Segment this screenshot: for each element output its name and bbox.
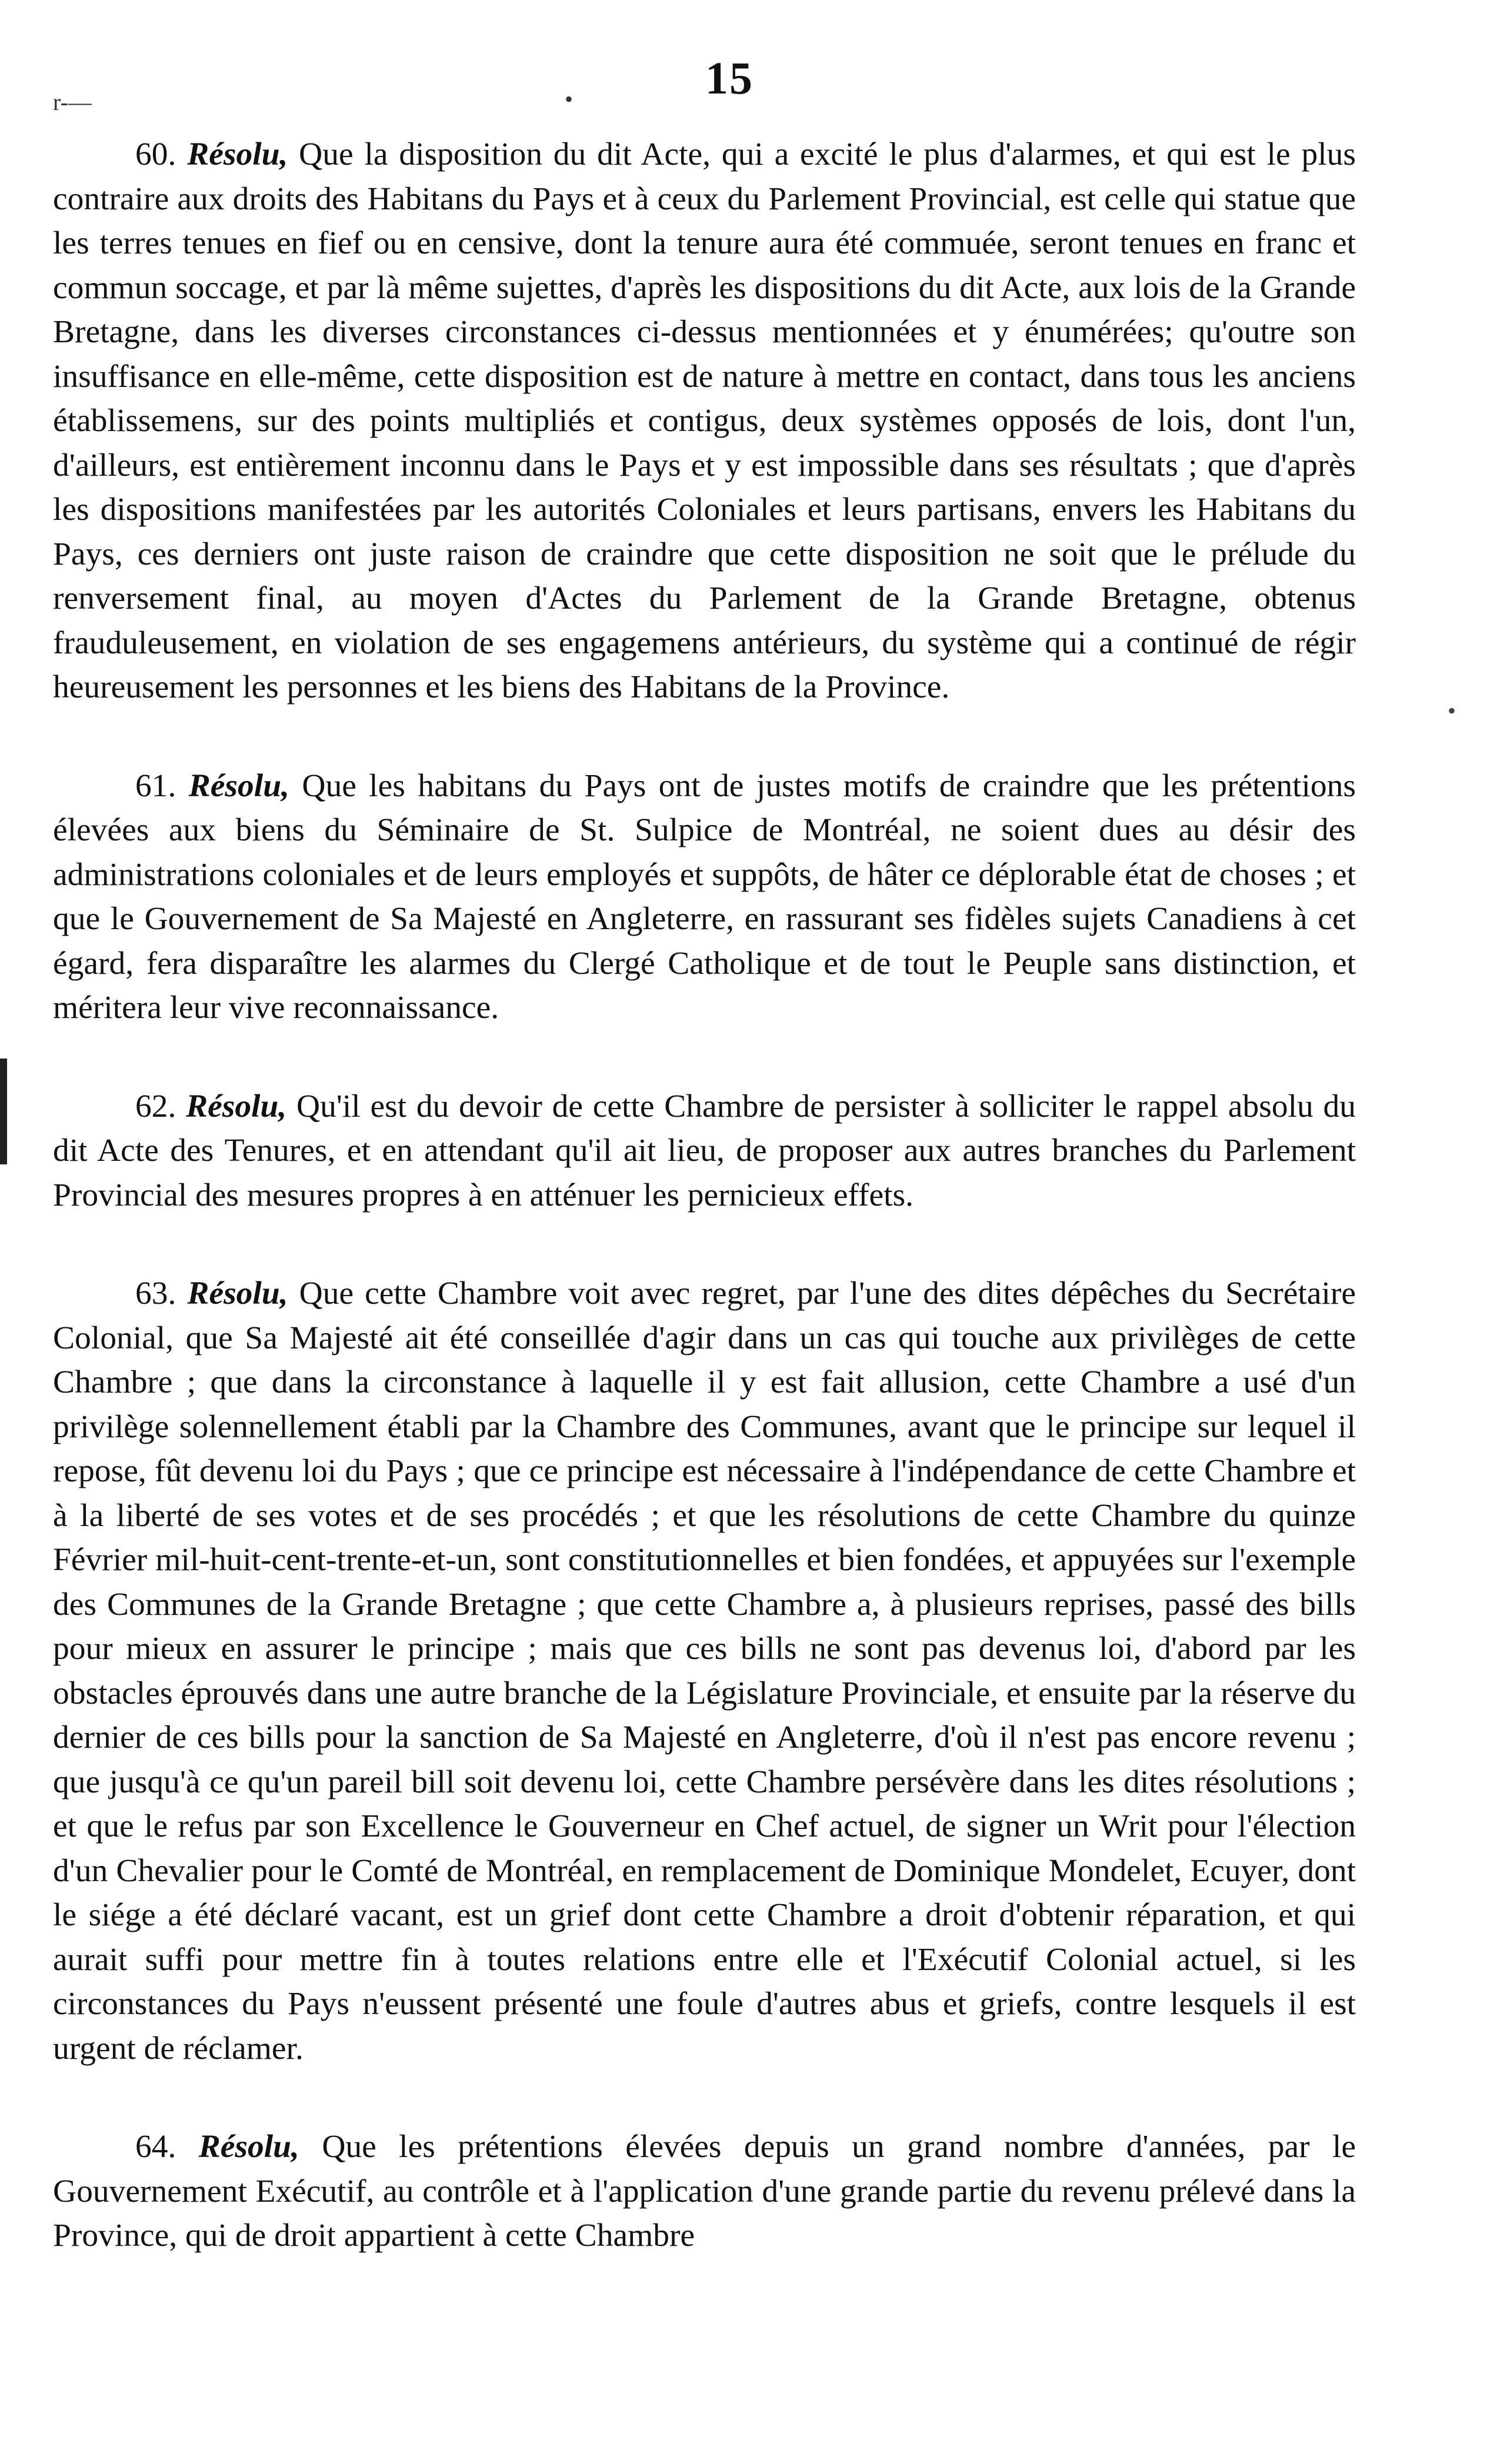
resolution-text: Que cette Chambre voit avec regret, par l'une des dites dépêches du Secrétaire Colonial, que Sa Majesté ait été conseillée d'agir dans un cas qui touche aux privilèges de cette Chambre ; que dans la circonstance à laquelle il y est fait allusion, cette Chambre a usé d'un privilège solennellement établi par la Chambre des Communes, avant que le principe sur lequel il repose, fût devenu loi du Pays ; que ce principe est nécessaire à l'indépendance de cette Chambre et à la liberté de ses votes et de ses procédés ; et que les résolutions de cette Chambre du quinze Février mil-huit-cent-trente-et-un, sont constitutionnelles et bien fondées, et appuyées sur l'exemple des Communes de la Grande Bretagne ; que cette Chambre a, à plusieurs reprises, passé des bills pour mieux en assurer le principe ; mais que ces bills ne sont pas devenus loi, d'abord par les obstacles éprouvés dans une autre branche de la Législature Provinciale, et ensuite par la réserve du dernier de ces bills pour la sanction de Sa Majesté en Angleterre, d'où il n'est pas encore revenu ; que jusqu'à ce qu'un pareil bill soit devenu loi, cette Chambre persévère dans les dites résolutions ; et que le refus par son Excellence le Gouverneur en Chef actuel, de signer un Writ pour l'élection d'un Chevalier pour le Comté de Montréal, en remplacement de Dominique Mondelet, Ecuyer, dont le siége a été déclaré vacant, est un grief dont cette Chambre a droit d'obtenir réparation, et qui aurait suffi pour mettre fin à toutes relations entre elle et l'Exécutif Colonial actuel, si les circonstances du Pays n'eussent présenté une foule d'autres abus et griefs, contre lesquels il est urgent de réclamer. [53, 1276, 1356, 2066]
resolution-text: Qu'il est du devoir de cette Chambre de persister à solliciter le rappel absolu du dit Acte des Tenures, et en attendant qu'il ait lieu, de proposer aux autres branches du Parlement Provincial des mesures propres à en atténuer les pernicieux effets. [53, 1088, 1356, 1213]
resolution-label: Résolu, [198, 2129, 299, 2165]
resolution-61 [53, 764, 1356, 1030]
resolution-label: Résolu, [186, 1088, 287, 1124]
body-text [53, 132, 1356, 2312]
margin-mark: • [1447, 697, 1456, 724]
stray-mark: r-— [53, 89, 92, 115]
resolution-label: Résolu, [188, 767, 289, 804]
resolution-label: Résolu, [187, 136, 288, 172]
resolution-number: 63. [135, 1276, 176, 1311]
resolution-text: Que les habitans du Pays ont de justes motifs de craindre que les prétentions élevées aux biens du Séminaire de St. Sulpice de Montréal, ne soient dues au désir des administrations coloniales et de leurs employés et suppôts, de hâter ce déplorable état de choses ; et que le Gouvernement de Sa Majesté en Angleterre, en rassurant ses fidèles sujets Canadiens à cet égard, fera disparaître les alarmes du Clergé Catholique et de tout le Peuple sans distinction, et méritera leur vive reconnaissance. [53, 767, 1356, 1026]
page-number: 15 [705, 52, 753, 103]
resolution-number: 64. [135, 2129, 176, 2165]
resolution-number: 62. [135, 1088, 176, 1124]
resolution-text: Que les prétentions élevées depuis un grand nombre d'années, par le Gouvernement Exécutif, au contrôle et à l'application d'une grande partie du revenu prélevé dans la Province, qui de droit appartient à cette Chambre [53, 2129, 1356, 2253]
resolution-60 [53, 132, 1356, 710]
resolution-63 [53, 1271, 1356, 2071]
resolution-text: Que la disposition du dit Acte, qui a excité le plus d'alarmes, et qui est le plus contraire aux droits des Habitans du Pays et à ceux du Parlement Provincial, est celle qui statue que les terres tenues en fief ou en censive, dont la tenure aura été commuée, seront tenues en franc et commun soccage, et par là même sujettes, d'après les dispositions du dit Acte, aux lois de la Grande Bretagne, dans les diverses circonstances ci-dessus mentionnées et y énumérées; qu'outre son insuffisance en elle-même, cette disposition est de nature à mettre en contact, dans tous les anciens établissemens, sur des points multipliés et contigus, deux systèmes opposés de lois, dont l'un, d'ailleurs, est entièrement inconnu dans le Pays et y est impossible dans ses résultats ; que d'après les dispositions manifestées par les autorités Coloniales et leurs partisans, envers les Habitans du Pays, ces derniers ont juste raison de craindre que cette disposition ne soit que le prélude du renversement final, au moyen d'Actes du Parlement de la Grande Bretagne, obtenus frauduleusement, en violation de ses engagemens antérieurs, du système qui a continué de régir heureusement les personnes et les biens des Habitans de la Province. [53, 136, 1356, 705]
resolution-62 [53, 1084, 1356, 1218]
binding-edge-mark [0, 1059, 7, 1164]
resolution-number: 60. [135, 136, 176, 172]
resolution-label: Résolu, [187, 1276, 288, 1311]
resolution-number: 61. [135, 767, 176, 804]
stray-mark: • [565, 86, 574, 112]
resolution-64 [53, 2125, 1356, 2258]
